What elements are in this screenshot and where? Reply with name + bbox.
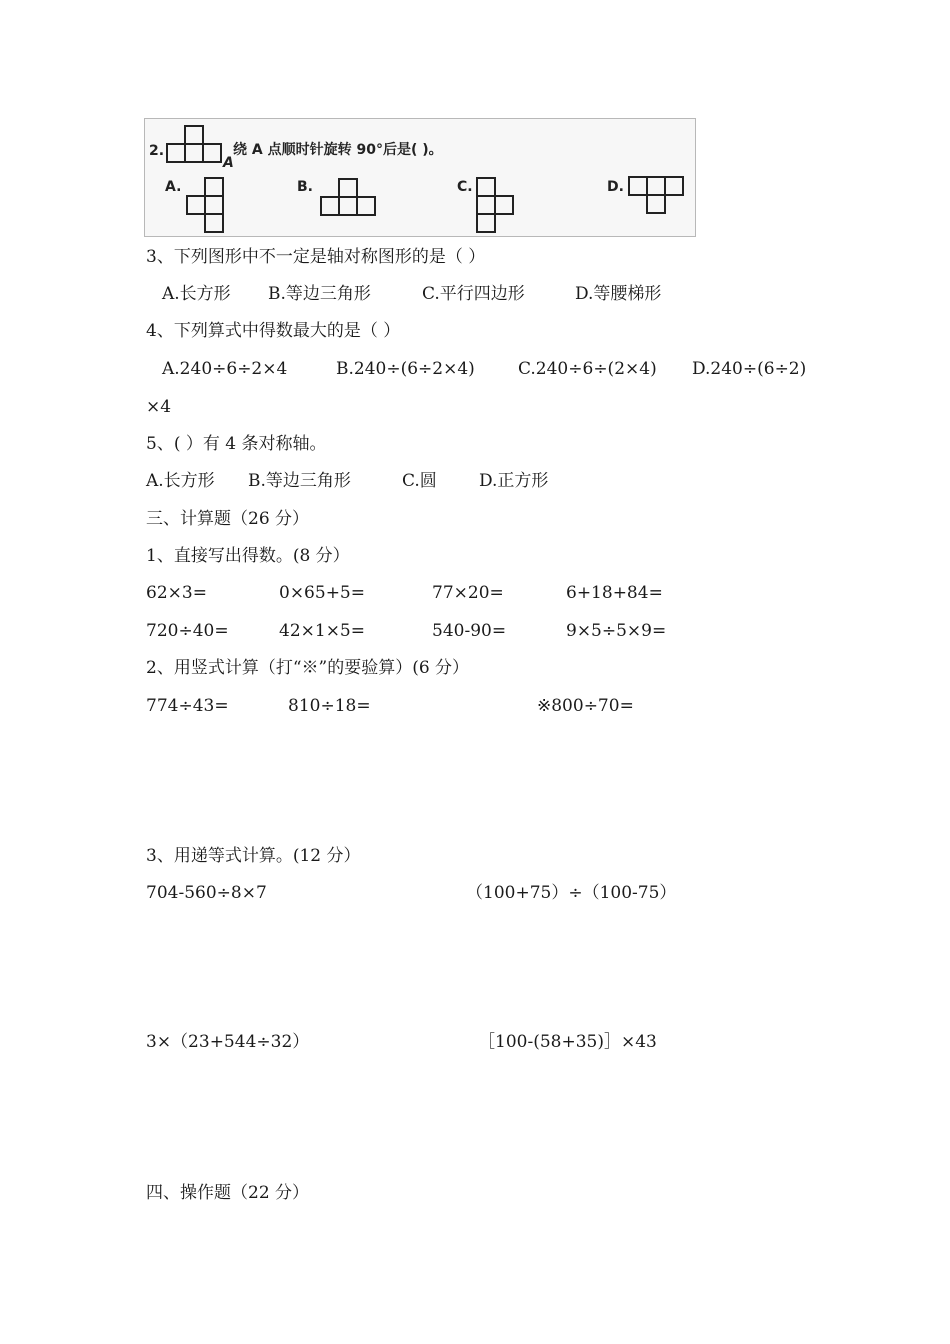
calc-item: 9×5÷5×9= (566, 621, 667, 641)
option-b-shape (319, 177, 379, 219)
q3-option-b: B.等边三角形 (268, 284, 371, 304)
section-3-title: 三、计算题（26 分） (146, 509, 310, 529)
part-2-title: 2、用竖式计算（打“※”的要验算）(6 分） (146, 658, 470, 678)
section-4-title: 四、操作题（22 分） (146, 1183, 310, 1203)
option-c-shape (475, 175, 519, 235)
q4-option-d: D.240÷(6÷2) (692, 359, 807, 379)
q4-option-a: A.240÷6÷2×4 (162, 359, 288, 379)
q3-option-d: D.等腰梯形 (575, 284, 662, 304)
calc-item: 6+18+84= (566, 583, 663, 603)
q5-option-d: D.正方形 (479, 471, 549, 491)
q3-option-a: A.长方形 (162, 284, 231, 304)
option-d-label: D. (607, 179, 624, 195)
option-a-label: A. (165, 179, 182, 195)
calc-item: 0×65+5= (279, 583, 365, 603)
q4-option-c: C.240÷6÷(2×4) (518, 359, 657, 379)
calc-item: 42×1×5= (279, 621, 365, 641)
original-shape (165, 123, 225, 163)
vertical-calc-item: 810÷18= (288, 696, 371, 716)
step-calc-item: （100+75）÷（100-75） (466, 883, 677, 903)
option-d-shape (627, 175, 687, 217)
step-calc-item: ［100-(58+35)］×43 (478, 1032, 657, 1052)
option-c-label: C. (457, 179, 473, 195)
question-4-stem: 4、下列算式中得数最大的是（ ） (146, 321, 401, 341)
calc-item: 62×3= (146, 583, 207, 603)
step-calc-item: 3×（23+544÷32） (146, 1032, 310, 1052)
part-3-title: 3、用递等式计算。(12 分） (146, 846, 361, 866)
question-2-stem: 绕 A 点顺时针旋转 90°后是( )。 (233, 142, 443, 158)
calc-item: 77×20= (432, 583, 504, 603)
question-5-stem: 5、( ）有 4 条对称轴。 (146, 434, 327, 454)
point-a-label: A (223, 155, 234, 171)
vertical-calc-item: ※800÷70= (537, 696, 634, 716)
q4-option-b: B.240÷(6÷2×4) (336, 359, 475, 379)
question-2-number: 2. (149, 143, 165, 159)
q3-option-c: C.平行四边形 (422, 284, 525, 304)
question-2-figure (144, 118, 696, 237)
calc-item: 540-90= (432, 621, 507, 641)
part-1-title: 1、直接写出得数。(8 分） (146, 546, 350, 566)
calc-item: 720÷40= (146, 621, 229, 641)
option-a-shape (185, 175, 229, 235)
option-b-label: B. (297, 179, 313, 195)
q5-option-a: A.长方形 (146, 471, 215, 491)
step-calc-item: 704-560÷8×7 (146, 883, 267, 903)
q5-option-c: C.圆 (402, 471, 437, 491)
question-3-stem: 3、下列图形中不一定是轴对称图形的是（ ） (146, 247, 486, 267)
q5-option-b: B.等边三角形 (248, 471, 351, 491)
vertical-calc-item: 774÷43= (146, 696, 229, 716)
q4-option-d-wrap: ×4 (146, 397, 172, 417)
